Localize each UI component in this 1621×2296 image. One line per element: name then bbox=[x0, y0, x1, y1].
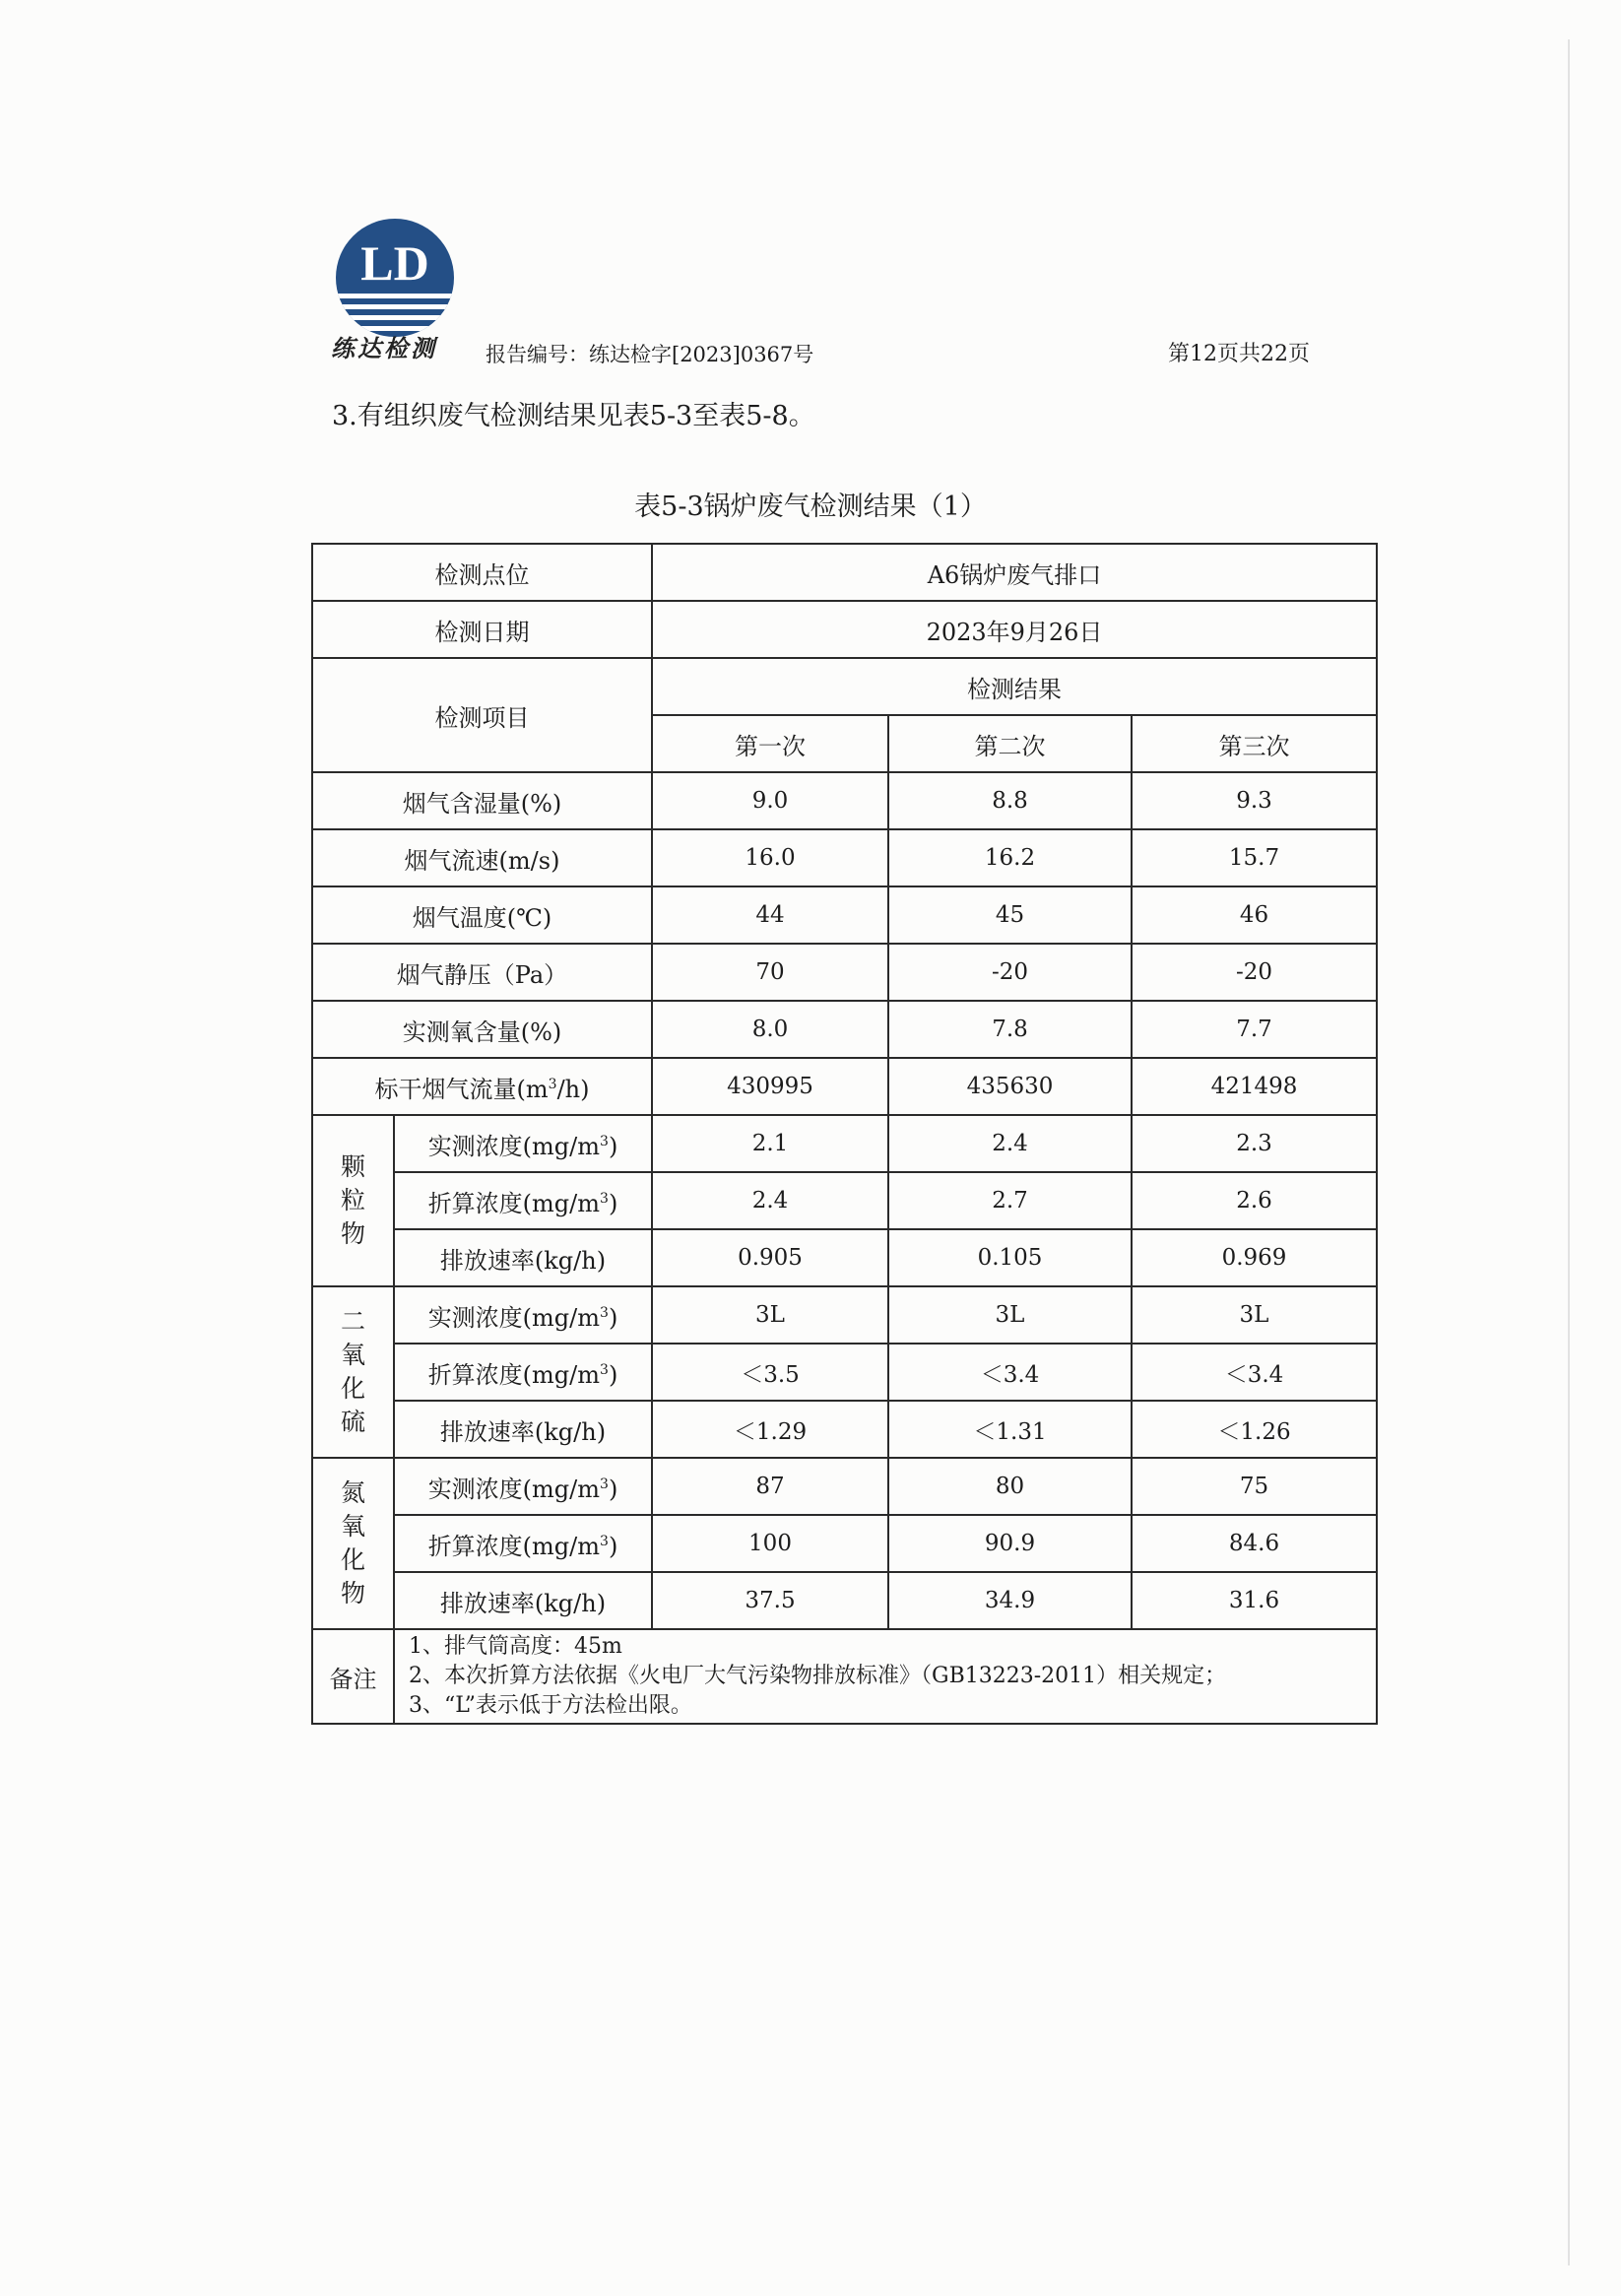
date-row bbox=[312, 601, 1377, 658]
row-label bbox=[312, 944, 652, 1001]
row-label-text: 烟气温度(℃) bbox=[412, 903, 552, 932]
category-char: 物 bbox=[340, 1219, 365, 1248]
row-label-text: 实测氧含量(%) bbox=[402, 1017, 562, 1046]
superscript: 3 bbox=[600, 1133, 609, 1149]
row-label-text: 实测浓度(mg/m bbox=[427, 1475, 601, 1503]
company-logo bbox=[332, 215, 458, 341]
page-info: 第12页共22页 bbox=[1168, 342, 1310, 366]
result-header-row bbox=[312, 658, 1377, 715]
category-char: 颗 bbox=[340, 1152, 365, 1181]
superscript: 3 bbox=[600, 1304, 609, 1321]
row-label-text: 烟气流速(m/s) bbox=[404, 846, 560, 875]
value-cell: 70 bbox=[652, 944, 888, 1001]
value-cell: 3L bbox=[888, 1286, 1132, 1344]
run-header: 第三次 bbox=[1132, 715, 1377, 772]
table-row bbox=[312, 1286, 1377, 1344]
value-cell: -20 bbox=[1132, 944, 1377, 1001]
value-cell: 2.3 bbox=[1132, 1115, 1377, 1172]
row-label-tail: /h) bbox=[556, 1075, 590, 1103]
row-label bbox=[394, 1458, 652, 1515]
run-header: 第二次 bbox=[888, 715, 1132, 772]
row-label-tail: ) bbox=[608, 1475, 618, 1503]
value-cell: ＜1.31 bbox=[888, 1401, 1132, 1458]
value-cell: 8.8 bbox=[888, 772, 1132, 829]
value-cell: 45 bbox=[888, 886, 1132, 944]
value-cell: ＜3.4 bbox=[888, 1344, 1132, 1401]
row-label bbox=[394, 1286, 652, 1344]
table-row bbox=[312, 1172, 1377, 1229]
item-label: 检测项目 bbox=[312, 658, 652, 772]
table-row bbox=[312, 1401, 1377, 1458]
row-label-text: 标干烟气流量(m bbox=[374, 1075, 549, 1103]
value-cell: 2.1 bbox=[652, 1115, 888, 1172]
value-cell: ＜3.4 bbox=[1132, 1344, 1377, 1401]
row-label-tail: ) bbox=[608, 1189, 618, 1217]
pollutant-category bbox=[312, 1115, 394, 1286]
row-label-tail: ) bbox=[608, 1532, 618, 1560]
table-row bbox=[312, 1229, 1377, 1286]
row-label bbox=[394, 1172, 652, 1229]
category-char: 物 bbox=[340, 1579, 365, 1607]
value-cell: ＜1.26 bbox=[1132, 1401, 1377, 1458]
value-cell: 90.9 bbox=[888, 1515, 1132, 1572]
notes-label: 备注 bbox=[312, 1629, 394, 1724]
point-row bbox=[312, 544, 1377, 601]
logo-text: LD bbox=[360, 235, 429, 291]
row-label bbox=[312, 1058, 652, 1115]
value-cell: 44 bbox=[652, 886, 888, 944]
result-label: 检测结果 bbox=[652, 658, 1377, 715]
row-label-tail: ) bbox=[608, 1303, 618, 1332]
notes-row bbox=[312, 1629, 1377, 1724]
intro-paragraph: 3.有组织废气检测结果见表5-3至表5-8。 bbox=[332, 401, 815, 431]
value-cell: 0.969 bbox=[1132, 1229, 1377, 1286]
value-cell: 3L bbox=[1132, 1286, 1377, 1344]
value-cell: 435630 bbox=[888, 1058, 1132, 1115]
table-row bbox=[312, 1001, 1377, 1058]
row-label bbox=[394, 1515, 652, 1572]
row-label-text: 烟气静压（Pa） bbox=[396, 960, 568, 989]
table-row bbox=[312, 944, 1377, 1001]
row-label-text: 折算浓度(mg/m bbox=[427, 1532, 601, 1560]
table-row bbox=[312, 1344, 1377, 1401]
row-label-tail: ) bbox=[608, 1132, 618, 1160]
point-value: A6锅炉废气排口 bbox=[652, 544, 1377, 601]
row-label-tail: ) bbox=[608, 1360, 618, 1389]
row-label-text: 烟气含湿量(%) bbox=[402, 789, 562, 818]
row-label bbox=[312, 886, 652, 944]
table-row bbox=[312, 1058, 1377, 1115]
value-cell: 0.905 bbox=[652, 1229, 888, 1286]
value-cell: 2.6 bbox=[1132, 1172, 1377, 1229]
value-cell: -20 bbox=[888, 944, 1132, 1001]
table-row bbox=[312, 1515, 1377, 1572]
value-cell: 430995 bbox=[652, 1058, 888, 1115]
value-cell: 7.7 bbox=[1132, 1001, 1377, 1058]
category-char: 化 bbox=[340, 1545, 365, 1574]
value-cell: 84.6 bbox=[1132, 1515, 1377, 1572]
point-label: 检测点位 bbox=[312, 544, 652, 601]
row-label-text: 折算浓度(mg/m bbox=[427, 1360, 601, 1389]
table-row bbox=[312, 772, 1377, 829]
category-char: 化 bbox=[340, 1374, 365, 1403]
pollutant-category bbox=[312, 1458, 394, 1629]
note-line: 2、本次折算方法依据《火电厂大气污染物排放标准》（GB13223-2011）相关规定； bbox=[409, 1664, 1227, 1688]
value-cell: 16.0 bbox=[652, 829, 888, 886]
value-cell: 0.105 bbox=[888, 1229, 1132, 1286]
table-caption: 表5-3锅炉废气检测结果（1） bbox=[634, 492, 987, 522]
row-label bbox=[312, 829, 652, 886]
date-label: 检测日期 bbox=[312, 601, 652, 658]
superscript: 3 bbox=[548, 1076, 557, 1092]
value-cell: 37.5 bbox=[652, 1572, 888, 1629]
value-cell: 87 bbox=[652, 1458, 888, 1515]
notes-content bbox=[394, 1629, 1377, 1724]
page-edge-line bbox=[1568, 39, 1570, 2265]
category-char: 氮 bbox=[340, 1478, 365, 1507]
category-char: 二 bbox=[340, 1307, 365, 1336]
category-char: 硫 bbox=[340, 1408, 365, 1436]
value-cell: 31.6 bbox=[1132, 1572, 1377, 1629]
superscript: 3 bbox=[600, 1190, 609, 1207]
table-row bbox=[312, 1115, 1377, 1172]
date-value: 2023年9月26日 bbox=[652, 601, 1377, 658]
table-row bbox=[312, 1572, 1377, 1629]
table-row bbox=[312, 1458, 1377, 1515]
value-cell: ＜1.29 bbox=[652, 1401, 888, 1458]
report-number: 报告编号：练达检字[2023]0367号 bbox=[486, 343, 814, 366]
row-label-text: 排放速率(kg/h) bbox=[439, 1417, 607, 1446]
run-header: 第一次 bbox=[652, 715, 888, 772]
row-label bbox=[394, 1229, 652, 1286]
value-cell: 80 bbox=[888, 1458, 1132, 1515]
value-cell: 2.4 bbox=[888, 1115, 1132, 1172]
table-row bbox=[312, 829, 1377, 886]
value-cell: 421498 bbox=[1132, 1058, 1377, 1115]
row-label-text: 排放速率(kg/h) bbox=[439, 1246, 607, 1275]
row-label bbox=[394, 1115, 652, 1172]
category-char: 氧 bbox=[340, 1341, 365, 1369]
value-cell: 34.9 bbox=[888, 1572, 1132, 1629]
value-cell: 16.2 bbox=[888, 829, 1132, 886]
row-label bbox=[312, 1001, 652, 1058]
superscript: 3 bbox=[600, 1476, 609, 1492]
logo-caption: 练达检测 bbox=[331, 334, 437, 362]
value-cell: 9.3 bbox=[1132, 772, 1377, 829]
row-label bbox=[312, 772, 652, 829]
category-char: 粒 bbox=[340, 1186, 365, 1214]
row-label bbox=[394, 1572, 652, 1629]
boiler-exhaust-table bbox=[311, 543, 1378, 1725]
row-label-text: 实测浓度(mg/m bbox=[427, 1303, 601, 1332]
value-cell: 2.7 bbox=[888, 1172, 1132, 1229]
value-cell: 7.8 bbox=[888, 1001, 1132, 1058]
row-label-text: 折算浓度(mg/m bbox=[427, 1189, 601, 1217]
note-line: 3、“L”表示低于方法检出限。 bbox=[409, 1693, 692, 1718]
category-char: 氧 bbox=[340, 1512, 365, 1541]
value-cell: 8.0 bbox=[652, 1001, 888, 1058]
value-cell: 15.7 bbox=[1132, 829, 1377, 886]
row-label bbox=[394, 1401, 652, 1458]
value-cell: 9.0 bbox=[652, 772, 888, 829]
pollutant-category bbox=[312, 1286, 394, 1458]
value-cell: 3L bbox=[652, 1286, 888, 1344]
value-cell: ＜3.5 bbox=[652, 1344, 888, 1401]
value-cell: 75 bbox=[1132, 1458, 1377, 1515]
row-label-text: 排放速率(kg/h) bbox=[439, 1589, 607, 1617]
row-label bbox=[394, 1344, 652, 1401]
value-cell: 100 bbox=[652, 1515, 888, 1572]
note-line: 1、排气筒高度：45m bbox=[409, 1634, 622, 1659]
row-label-text: 实测浓度(mg/m bbox=[427, 1132, 601, 1160]
value-cell: 46 bbox=[1132, 886, 1377, 944]
superscript: 3 bbox=[600, 1361, 609, 1378]
table-row bbox=[312, 886, 1377, 944]
superscript: 3 bbox=[600, 1533, 609, 1549]
value-cell: 2.4 bbox=[652, 1172, 888, 1229]
